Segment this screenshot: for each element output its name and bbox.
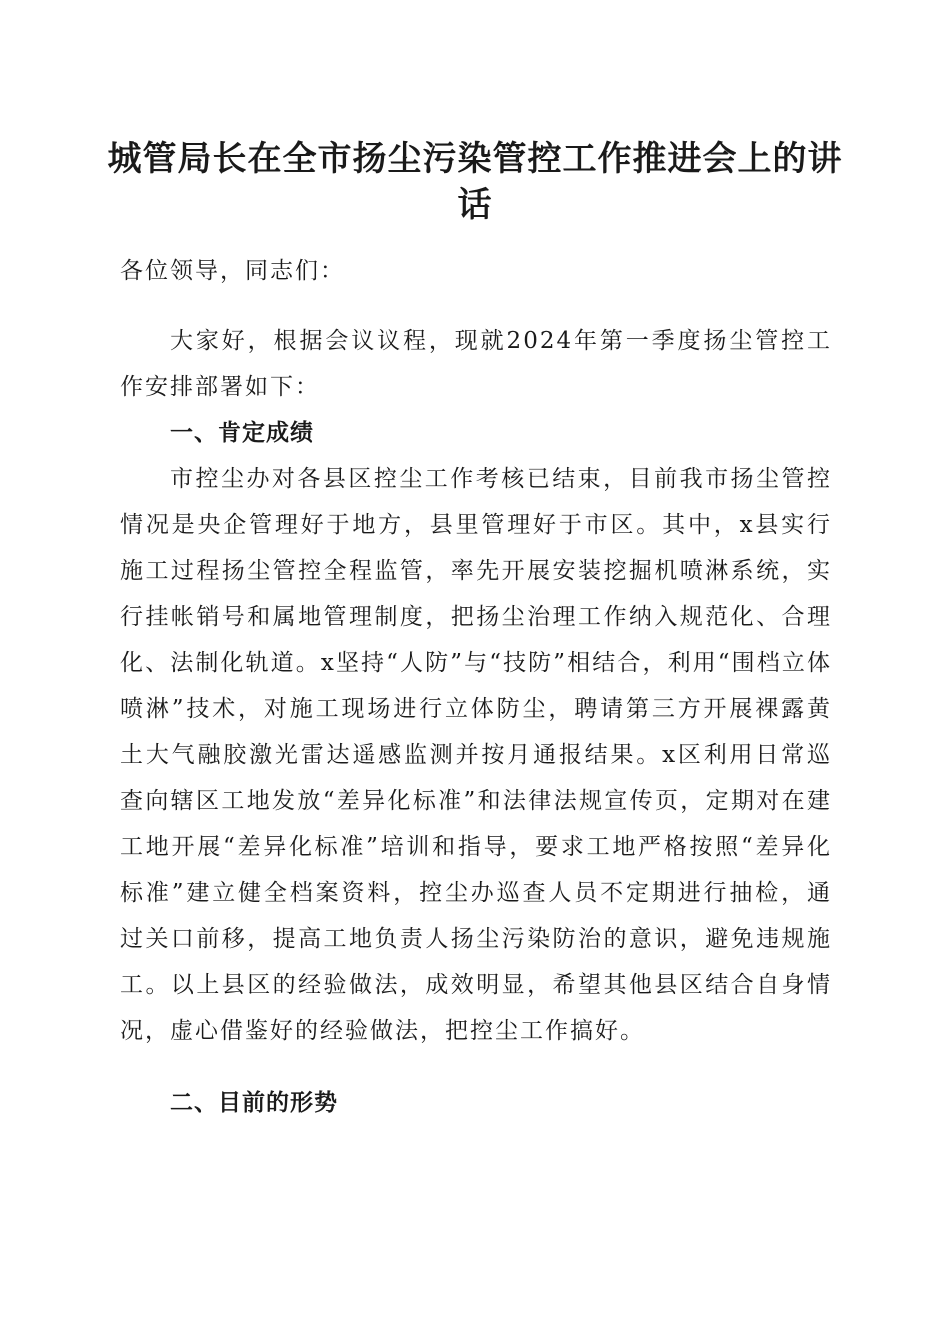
section-heading-1: 一、肯定成绩	[170, 420, 314, 446]
intro-paragraph: 大家好，根据会议议程，现就2024年第一季度扬尘管控工作安排部署如下：	[120, 328, 832, 400]
section-1-paragraph: 市控尘办对各县区控尘工作考核已结束，目前我市扬尘管控情况是央企管理好于地方，县里管理好于市区。其中，x县实行施工过程扬尘管控全程监管，率先开展安装挖掘机喷淋系统，实行挂帐销号和属地管理制度，把扬尘治理工作纳入规范化、合理化、法制化轨道。x坚持“人防”与“技防”相结合，利用“围档立体喷淋”技术，对施工现场进行立体防尘，聘请第三方开展裸露黄土大气融胶激光雷达遥感监测并按月通报结果。x区利用日常巡查向辖区工地发放“差异化标准”和法律法规宣传页，定期对在建工地开展“差异化标准”培训和指导，要求工地严格按照“差异化标准”建立健全档案资料，控尘办巡查人员不定期进行抽检，通过关口前移，提高工地负责人扬尘污染防治的意识，避免违规施工。以上县区的经验做法，成效明显，希望其他县区结合自身情况，虚心借鉴好的经验做法，把控尘工作搞好。	[120, 466, 832, 1044]
document-title: 城管局长在全市扬尘污染管控工作推进会上的讲话	[107, 139, 843, 225]
section-heading-2: 二、目前的形势	[170, 1090, 338, 1116]
salutation: 各位领导，同志们：	[120, 258, 345, 284]
